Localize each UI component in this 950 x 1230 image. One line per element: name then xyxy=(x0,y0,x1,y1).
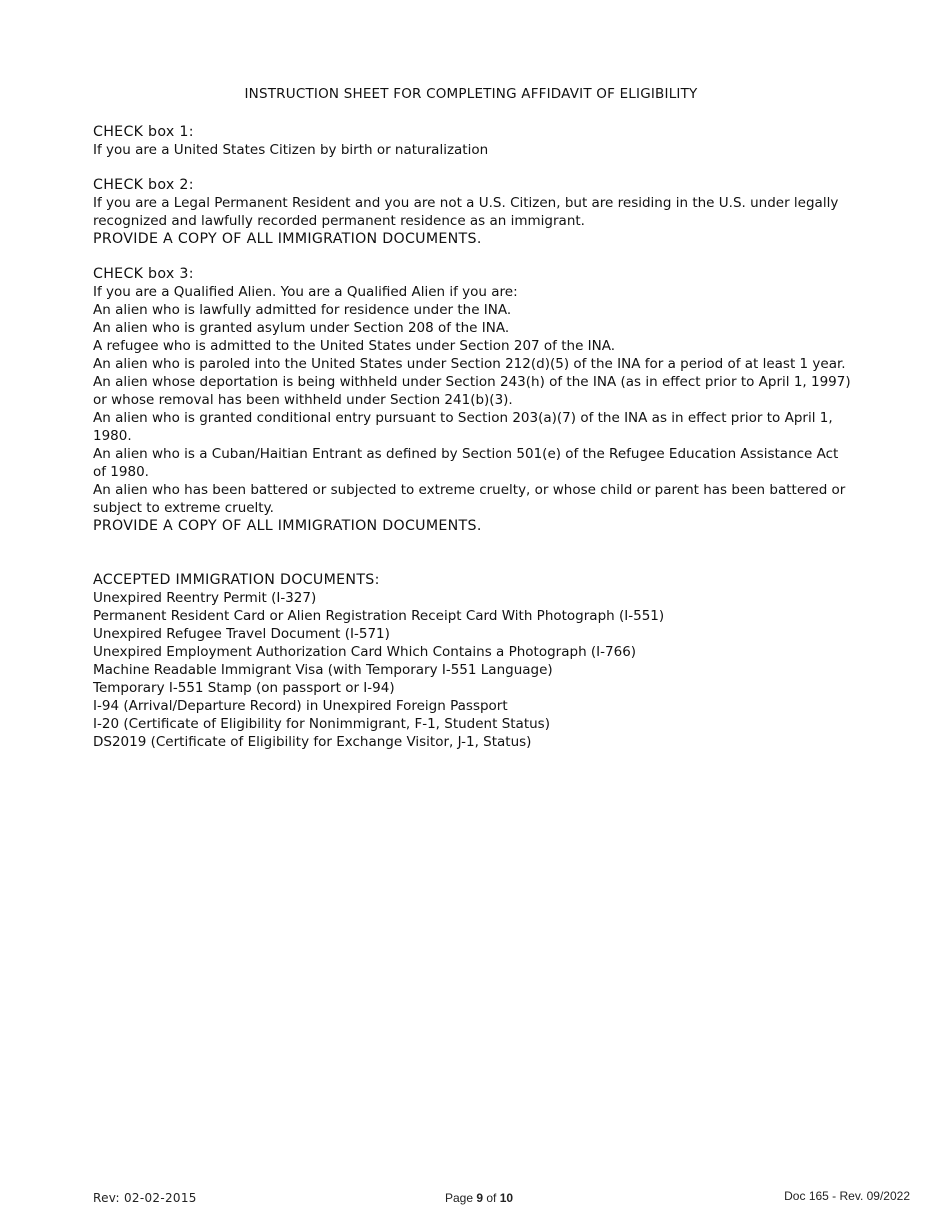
box3-line: subject to extreme cruelty. xyxy=(93,500,274,516)
box3-line: or whose removal has been withheld under Section 241(b)(3). xyxy=(93,392,513,408)
accepted-documents-heading: ACCEPTED IMMIGRATION DOCUMENTS: xyxy=(93,572,380,588)
accepted-document-item: Unexpired Employment Authorization Card Which Contains a Photograph (I-766) xyxy=(93,644,637,660)
accepted-document-item: Unexpired Reentry Permit (I-327) xyxy=(93,590,317,606)
box2-line: recognized and lawfully recorded permanent residence as an immigrant. xyxy=(93,213,585,229)
accepted-document-item: Permanent Resident Card or Alien Registration Receipt Card With Photograph (I-551) xyxy=(93,608,665,624)
footer-page-number xyxy=(445,1191,513,1205)
box2-section xyxy=(93,176,863,248)
box3-heading: CHECK box 3: xyxy=(93,266,194,282)
page-current: 9 xyxy=(476,1191,484,1205)
footer-revision: Rev: 02-02-2015 xyxy=(93,1191,197,1205)
box3-line: An alien who is lawfully admitted for residence under the INA. xyxy=(93,302,512,318)
box3-section xyxy=(93,265,863,535)
box3-line: An alien who is paroled into the United States under Section 212(d)(5) of the INA for a period of at least 1 year. xyxy=(93,356,846,372)
box1-heading: CHECK box 1: xyxy=(93,124,194,140)
box3-line: A refugee who is admitted to the United States under Section 207 of the INA. xyxy=(93,338,616,354)
box3-line: An alien who is a Cuban/Haitian Entrant as defined by Section 501(e) of the Refugee Education Assistance Act xyxy=(93,446,839,462)
accepted-documents-section xyxy=(93,571,863,751)
box3-line: An alien whose deportation is being withheld under Section 243(h) of the INA (as in effect prior to April 1, 1997) xyxy=(93,374,851,390)
page-total: 10 xyxy=(499,1191,514,1205)
accepted-document-item: Machine Readable Immigrant Visa (with Temporary I-551 Language) xyxy=(93,662,553,678)
instruction-body xyxy=(93,123,863,751)
box3-line: An alien who is granted conditional entry pursuant to Section 203(a)(7) of the INA as in effect prior to April 1, xyxy=(93,410,833,426)
box1-section xyxy=(93,123,863,159)
page-prefix: Page xyxy=(445,1191,477,1205)
accepted-document-item: I-20 (Certificate of Eligibility for Nonimmigrant, F-1, Student Status) xyxy=(93,716,550,732)
box2-heading: CHECK box 2: xyxy=(93,177,194,193)
box3-line: 1980. xyxy=(93,428,132,444)
box1-line: If you are a United States Citizen by birth or naturalization xyxy=(93,142,489,158)
page-title: INSTRUCTION SHEET FOR COMPLETING AFFIDAVIT OF ELIGIBILITY xyxy=(244,86,698,102)
box3-line: If you are a Qualified Alien. You are a Qualified Alien if you are: xyxy=(93,284,518,300)
accepted-document-item: DS2019 (Certificate of Eligibility for Exchange Visitor, J-1, Status) xyxy=(93,734,532,750)
page-of: of xyxy=(483,1191,500,1205)
accepted-document-item: I-94 (Arrival/Departure Record) in Unexpired Foreign Passport xyxy=(93,698,508,714)
accepted-document-item: Temporary I-551 Stamp (on passport or I-94) xyxy=(93,680,395,696)
accepted-document-item: Unexpired Refugee Travel Document (I-571) xyxy=(93,626,390,642)
box2-line: If you are a Legal Permanent Resident and you are not a U.S. Citizen, but are residing in the U.S. under legally xyxy=(93,195,839,211)
box3-provide-notice: PROVIDE A COPY OF ALL IMMIGRATION DOCUMENTS. xyxy=(93,518,482,534)
box3-line: of 1980. xyxy=(93,464,149,480)
footer-doc-id: Doc 165 - Rev. 09/2022 xyxy=(784,1189,910,1203)
box3-line: An alien who is granted asylum under Section 208 of the INA. xyxy=(93,320,510,336)
box2-provide-notice: PROVIDE A COPY OF ALL IMMIGRATION DOCUMENTS. xyxy=(93,231,482,247)
box3-line: An alien who has been battered or subjected to extreme cruelty, or whose child or parent has been battered or xyxy=(93,482,846,498)
